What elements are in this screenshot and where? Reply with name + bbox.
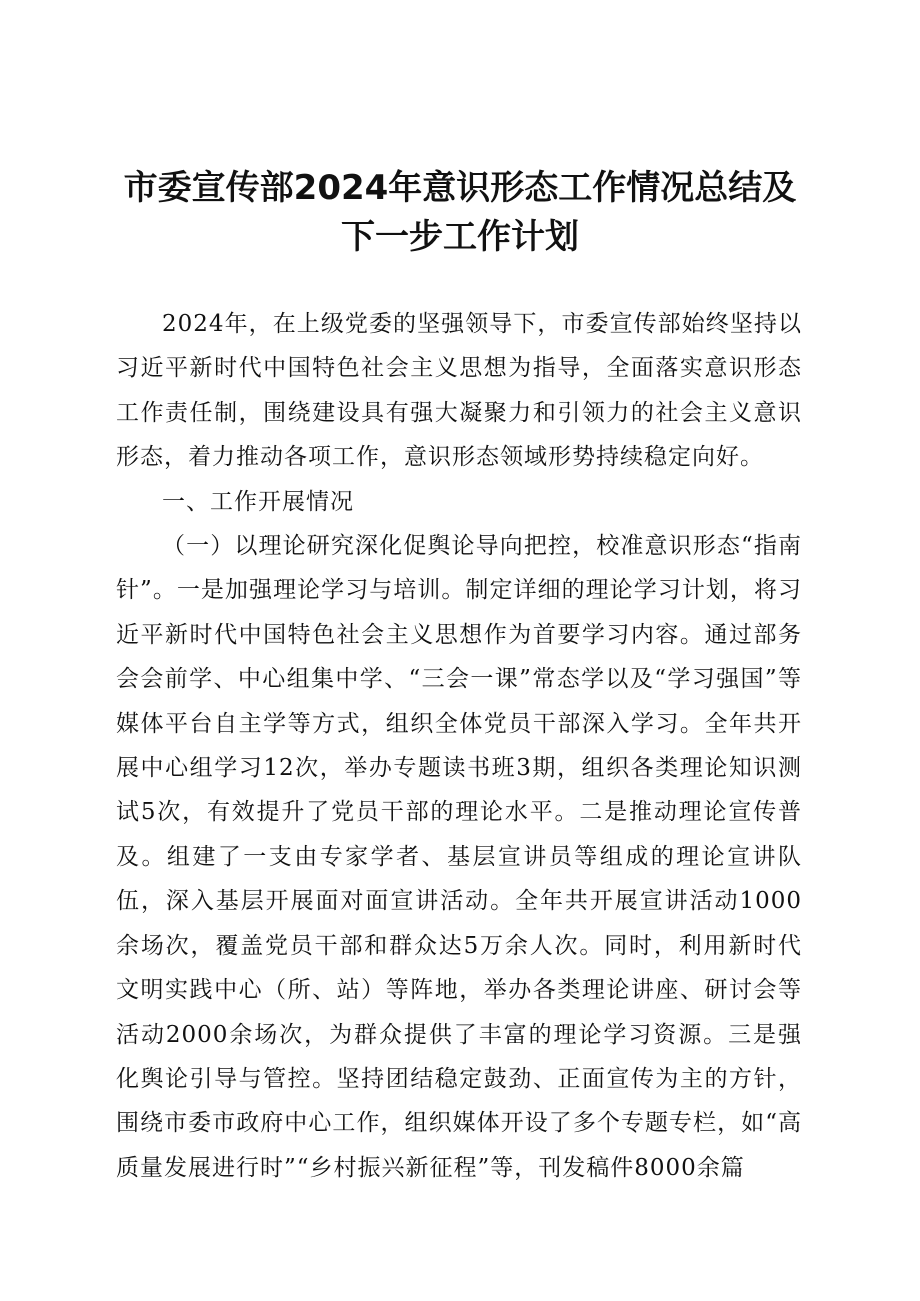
title-line-2: 下一步工作计划 [341,217,579,257]
subsection-paragraph-1: （一）以理论研究深化促舆论导向把控，校准意识形态“指南针”。一是加强理论学习与培训。制定详细的理论学习计划，将习近平新时代中国特色社会主义思想作为首要学习内容。通过部务会会前学、中心组集中学、“三会一课”常态学以及“学习强国”等媒体平台自主学等方式，组织全体党员干部深入学习。全年共开展中心组学习12次，举办专题读书班3期，组织各类理论知识测试5次，有效提升了党员干部的理论水平。二是推动理论宣传普及。组建了一支由专家学者、基层宣讲员等组成的理论宣讲队伍，深入基层开展面对面宣讲活动。全年共开展宣讲活动1000余场次，覆盖党员干部和群众达5万余人次。同时，利用新时代文明实践中心（所、站）等阵地，举办各类理论讲座、研讨会等活动2000余场次，为群众提供了丰富的理论学习资源。三是强化舆论引导与管控。坚持团结稳定鼓劲、正面宣传为主的方针，围绕市委市政府中心工作，组织媒体开设了多个专题专栏，如“高质量发展进行时”“乡村振兴新征程”等，刊发稿件8000余篇 [116,533,802,1181]
title-line-1: 市委宣传部2024年意识形态工作情况总结及 [123,168,797,208]
document-title [100,164,820,262]
intro-paragraph: 2024年，在上级党委的坚强领导下，市委宣传部始终坚持以习近平新时代中国特色社会主义思想为指导，全面落实意识形态工作责任制，围绕建设具有强大凝聚力和引领力的社会主义意识形态，着力推动各项工作，意识形态领域形势持续稳定向好。 [116,311,802,471]
section-heading-1: 一、工作开展情况 [162,488,354,515]
document-body [116,302,802,1190]
